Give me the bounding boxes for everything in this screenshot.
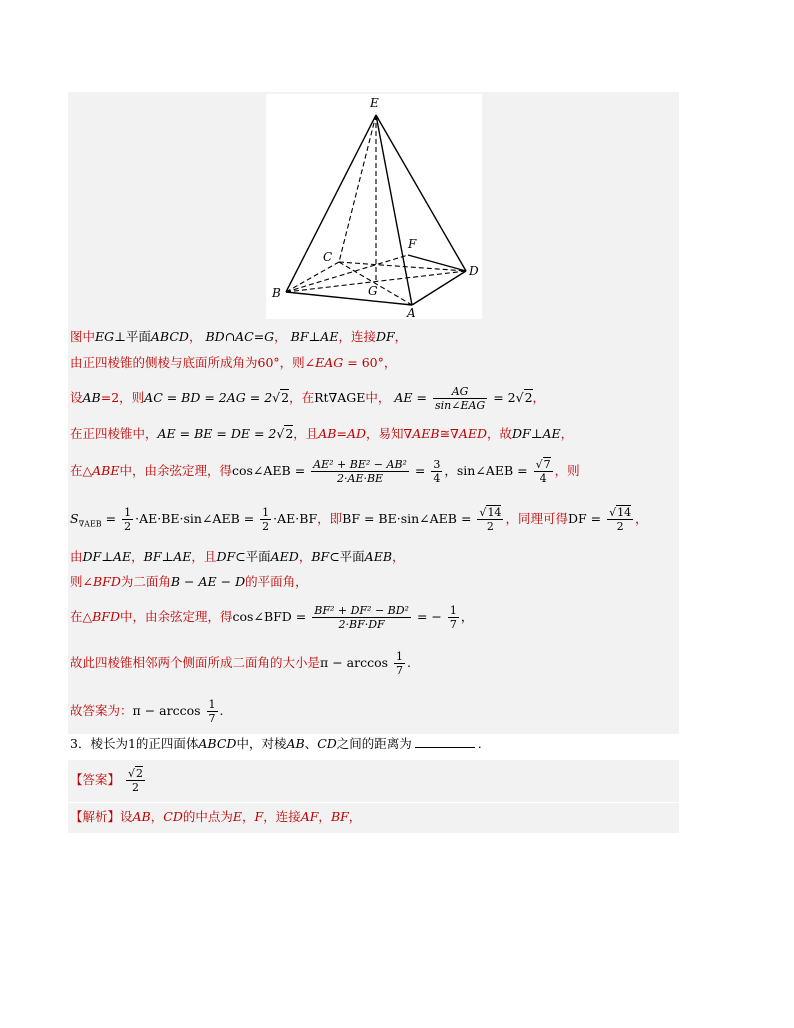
edge-AD xyxy=(412,271,466,305)
answer-value: $\frac{√2}{2}$ xyxy=(128,767,144,794)
solution-line-6: $S_{\nabla AEB}$ = $\frac{1}{2}$ ·AE·BE·sin∠AEB = $\frac{1}{2}$ ·AE·BF，即BF = BE·sin∠AEB = $\frac{√14}{2}$ ，同理可得DF = $\frac{√14}{2}$ ， xyxy=(70,506,648,533)
fraction: $\frac{\text{BF² + DF² − BD²}}{2\cdot BF\cdot DF}$ xyxy=(314,604,409,631)
pyramid-figure xyxy=(266,94,482,319)
fraction: $\frac{√7}{4}$ xyxy=(535,458,551,485)
final-answer-line: 故答案为：π − arccos $\frac{1}{7}$ . xyxy=(70,698,224,725)
fraction: $\frac{1}{7}$ xyxy=(396,650,404,677)
label-G: G xyxy=(368,284,378,298)
fraction: $\frac{3}{4}$ xyxy=(433,458,441,485)
solution-line-1: 图中EG⊥平面ABCD， BD∩AC=G， BF⊥AE，连接DF， xyxy=(70,329,408,344)
solution-line-9: 在△BFD中，由余弦定理，得cos∠BFD = $\frac{\text{BF² + DF² − BD²}}{2\cdot BF\cdot DF}$ = − $\frac{1}{7}$ ， xyxy=(70,604,474,631)
answer-background xyxy=(68,760,679,802)
label-F: F xyxy=(408,237,417,251)
solution-line-2: 由正四棱锥的侧棱与底面所成角为60°，则∠EAG = 60°， xyxy=(70,355,397,370)
solution-line-8: 则∠BFD为二面角B − AE − D的平面角， xyxy=(70,574,308,589)
fraction: $\frac{√14}{2}$ xyxy=(609,506,632,533)
label-C: C xyxy=(323,250,333,264)
solution-line-3: 设AB=2，则AC = BD = 2AG = 2√2，在Rt∇AGE中， AE = $\frac{AG}{\text{sin∠EAG}}$ = 2√2， xyxy=(70,385,546,412)
edge-BA xyxy=(286,292,412,305)
label-A: A xyxy=(407,306,416,319)
solution-line-4: 在正四棱锥中，AE = BE = DE = 2√2，且AB=AD，易知∇AEB≅∇AED，故DF⊥AE， xyxy=(70,426,574,441)
question-3: 3．棱长为1的正四面体ABCD中，对棱AB、CD之间的距离为 ． xyxy=(70,736,491,751)
edge-EA xyxy=(376,115,412,305)
fraction: $\frac{√14}{2}$ xyxy=(479,506,502,533)
label-E: E xyxy=(370,96,379,110)
edge-ED xyxy=(376,115,466,271)
edge-EC xyxy=(339,115,376,262)
seg-BF xyxy=(286,255,408,292)
answer-label: 【答案】 xyxy=(70,772,121,787)
analysis-line: 【解析】设AB，CD的中点为E，F，连接AF，BF， xyxy=(70,809,362,824)
pyramid-diagram xyxy=(266,94,482,319)
answer-line xyxy=(70,767,147,794)
fraction: $\frac{1}{7}$ xyxy=(208,698,216,725)
edge-EB xyxy=(286,115,376,292)
label-D: D xyxy=(469,264,479,278)
fraction: $\frac{\text{AE² + BE² − AB²}}{2\cdot AE\cdot BE}$ xyxy=(313,458,407,485)
solution-line-7: 由DF⊥AE，BF⊥AE，且DF⊂平面AED，BF⊂平面AEB， xyxy=(70,549,405,564)
label-B: B xyxy=(272,286,281,300)
solution-line-10: 故此四棱锥相邻两个侧面所成二面角的大小是π − arccos $\frac{1}{7}$ . xyxy=(70,650,411,677)
fraction: $\frac{AG}{\text{sin∠EAG}}$ xyxy=(434,385,486,412)
answer-blank xyxy=(415,747,475,748)
fraction: $\frac{1}{7}$ xyxy=(449,604,457,631)
fraction: $\frac{1}{2}$ xyxy=(262,506,270,533)
solution-line-5: 在△ABE中，由余弦定理，得cos∠AEB = $\frac{\text{AE² + BE² − AB²}}{2\cdot AE\cdot BE}$ = $\frac{3}{4}$ ，sin∠AEB = $\frac{√7}{4}$ ，则 xyxy=(70,458,580,485)
analysis-label: 【解析】 xyxy=(70,809,121,824)
fraction: $\frac{1}{2}$ xyxy=(124,506,132,533)
